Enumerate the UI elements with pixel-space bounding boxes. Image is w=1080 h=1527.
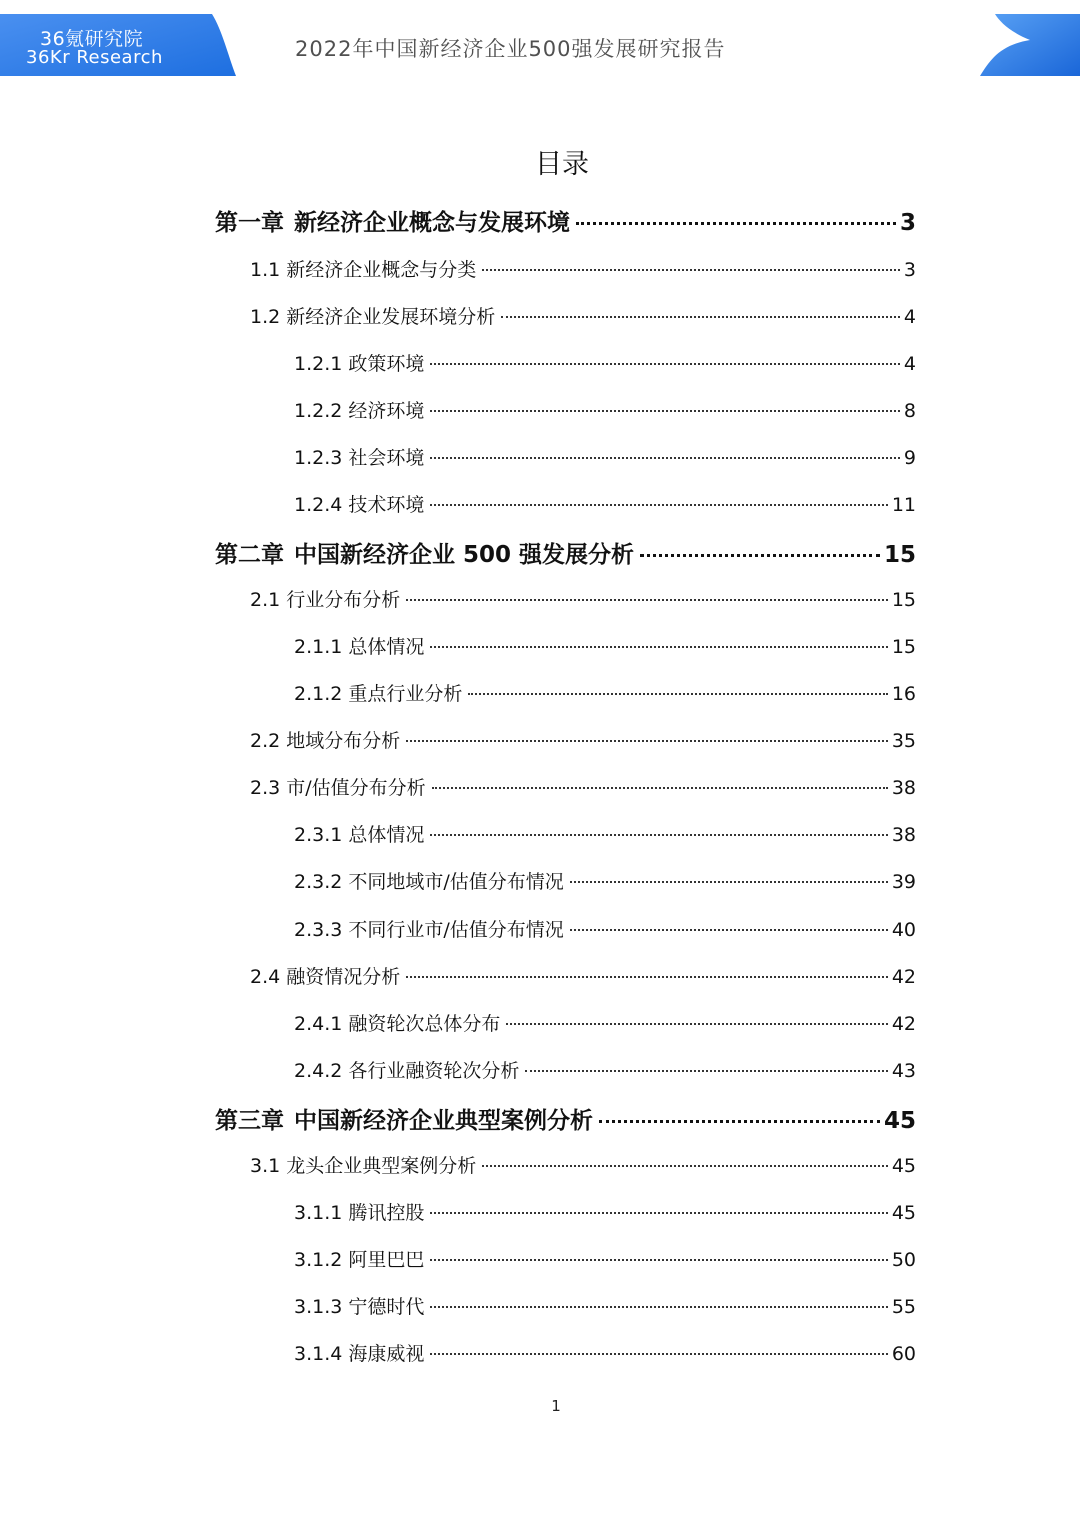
toc-section-entry[interactable] bbox=[294, 443, 916, 470]
toc-section-entry[interactable] bbox=[294, 1292, 916, 1319]
toc-section-entry[interactable] bbox=[294, 1339, 916, 1366]
toc-dot-leader bbox=[570, 881, 888, 883]
toc-dot-leader bbox=[525, 1070, 887, 1072]
toc-entry-title: 行业分布分析 bbox=[286, 589, 401, 611]
toc-section-entry[interactable] bbox=[294, 1245, 916, 1272]
toc-entry-number: 2.2 bbox=[250, 730, 281, 752]
toc-dot-leader bbox=[570, 929, 888, 931]
toc-dot-leader bbox=[406, 976, 888, 978]
toc-entry-page: 50 bbox=[891, 1249, 916, 1271]
toc-entry-page: 11 bbox=[891, 494, 916, 516]
toc-entry-number: 2.4.2 bbox=[294, 1060, 343, 1082]
toc-section-entry[interactable] bbox=[294, 915, 916, 942]
toc-heading: 目录 bbox=[535, 149, 589, 180]
toc-dot-leader bbox=[430, 646, 887, 648]
toc-entry-number: 2.4.1 bbox=[294, 1013, 343, 1035]
toc-entry-title: 融资轮次总体分布 bbox=[348, 1013, 501, 1035]
toc-dot-leader bbox=[506, 1023, 887, 1025]
toc-entry-number: 2.1 bbox=[250, 589, 281, 611]
toc-entry-page: 4 bbox=[903, 353, 916, 375]
toc-entry-title: 龙头企业典型案例分析 bbox=[286, 1155, 477, 1177]
toc-dot-leader bbox=[430, 457, 900, 459]
toc-entry-title: 新经济企业概念与分类 bbox=[286, 259, 477, 281]
toc-entry-number: 2.1.1 bbox=[294, 636, 343, 658]
toc-dot-leader bbox=[599, 1120, 880, 1123]
toc-entry-number: 1.2 bbox=[250, 306, 281, 328]
toc-entry-title: 不同行业市/估值分布情况 bbox=[348, 919, 564, 941]
page-number: 1 bbox=[551, 1397, 561, 1415]
toc-section-entry[interactable] bbox=[250, 962, 916, 989]
toc-section-entry[interactable] bbox=[250, 773, 916, 800]
toc-entry-page: 38 bbox=[891, 777, 916, 799]
toc-entry-page: 38 bbox=[891, 824, 916, 846]
toc-entry-number: 3.1 bbox=[250, 1155, 281, 1177]
toc-entry-title: 不同地域市/估值分布情况 bbox=[348, 871, 564, 893]
toc-dot-leader bbox=[406, 599, 888, 601]
toc-entry-page: 45 bbox=[891, 1155, 916, 1177]
toc-entry-title: 市/估值分布分析 bbox=[286, 777, 426, 799]
toc-entry-title: 总体情况 bbox=[348, 824, 425, 846]
toc-entry-number: 3.1.1 bbox=[294, 1202, 343, 1224]
toc-entry-number: 2.3 bbox=[250, 777, 281, 799]
toc-entry-title: 政策环境 bbox=[348, 353, 425, 375]
toc-entry-page: 9 bbox=[903, 447, 916, 469]
toc-dot-leader bbox=[430, 1306, 887, 1308]
toc-dot-leader bbox=[430, 834, 887, 836]
toc-entry-title: 重点行业分析 bbox=[348, 683, 463, 705]
toc-entry-number: 1.2.2 bbox=[294, 400, 343, 422]
toc-section-entry[interactable] bbox=[294, 632, 916, 659]
corner-accent-shape bbox=[980, 14, 1080, 76]
toc-entry-number: 第三章 bbox=[215, 1108, 284, 1134]
toc-dot-leader bbox=[430, 1353, 887, 1355]
toc-entry-title: 中国新经济企业典型案例分析 bbox=[294, 1108, 593, 1134]
toc-dot-leader bbox=[430, 504, 887, 506]
toc-entry-page: 45 bbox=[891, 1202, 916, 1224]
toc-entry-title: 海康威视 bbox=[348, 1343, 425, 1365]
toc-entry-number: 第一章 bbox=[215, 210, 284, 236]
toc-section-entry[interactable] bbox=[294, 1009, 916, 1036]
toc-entry-title: 中国新经济企业 500 强发展分析 bbox=[294, 542, 635, 568]
toc-section-entry[interactable] bbox=[294, 1198, 916, 1225]
toc-entry-page: 8 bbox=[903, 400, 916, 422]
toc-dot-leader bbox=[640, 554, 880, 557]
toc-chapter-entry[interactable] bbox=[215, 204, 916, 237]
toc-entry-number: 2.3.1 bbox=[294, 824, 343, 846]
toc-entry-title: 经济环境 bbox=[348, 400, 425, 422]
toc-entry-title: 各行业融资轮次分析 bbox=[348, 1060, 520, 1082]
toc-entry-page: 35 bbox=[891, 730, 916, 752]
toc-dot-leader bbox=[468, 693, 887, 695]
toc-dot-leader bbox=[482, 269, 900, 271]
toc-entry-title: 阿里巴巴 bbox=[348, 1249, 425, 1271]
toc-entry-number: 2.4 bbox=[250, 966, 281, 988]
toc-entry-title: 总体情况 bbox=[348, 636, 425, 658]
toc-entry-number: 3.1.3 bbox=[294, 1296, 343, 1318]
toc-section-entry[interactable] bbox=[294, 490, 916, 517]
toc-entry-page: 15 bbox=[891, 636, 916, 658]
toc-entry-title: 新经济企业发展环境分析 bbox=[286, 306, 496, 328]
toc-entry-page: 40 bbox=[891, 919, 916, 941]
page-header bbox=[0, 0, 1080, 110]
toc-dot-leader bbox=[432, 787, 888, 789]
toc-section-entry[interactable] bbox=[250, 255, 916, 282]
toc-entry-number: 2.3.2 bbox=[294, 871, 343, 893]
toc-entry-page: 60 bbox=[891, 1343, 916, 1365]
toc-entry-number: 1.2.1 bbox=[294, 353, 343, 375]
toc-entry-page: 42 bbox=[891, 966, 916, 988]
toc-dot-leader bbox=[482, 1165, 888, 1167]
toc-section-entry[interactable] bbox=[294, 820, 916, 847]
toc-entry-number: 1.2.4 bbox=[294, 494, 343, 516]
toc-dot-leader bbox=[430, 1212, 887, 1214]
toc-entry-page: 55 bbox=[891, 1296, 916, 1318]
toc-section-entry[interactable] bbox=[250, 585, 916, 612]
toc-section-entry[interactable] bbox=[250, 726, 916, 753]
toc-entry-number: 2.3.3 bbox=[294, 919, 343, 941]
toc-entry-page: 15 bbox=[883, 542, 916, 568]
toc-entry-number: 2.1.2 bbox=[294, 683, 343, 705]
logo-chinese-name: 36氪研究院 bbox=[40, 28, 144, 50]
toc-section-entry[interactable] bbox=[294, 867, 916, 894]
toc-entry-page: 45 bbox=[883, 1108, 916, 1134]
toc-entry-page: 43 bbox=[891, 1060, 916, 1082]
toc-chapter-entry[interactable] bbox=[215, 1102, 916, 1135]
toc-entry-title: 地域分布分析 bbox=[286, 730, 401, 752]
toc-entry-title: 宁德时代 bbox=[348, 1296, 425, 1318]
toc-dot-leader bbox=[501, 316, 900, 318]
toc-entry-page: 16 bbox=[891, 683, 916, 705]
toc-section-entry[interactable] bbox=[294, 349, 916, 376]
report-title: 2022年中国新经济企业500强发展研究报告 bbox=[295, 37, 726, 61]
toc-dot-leader bbox=[430, 363, 900, 365]
toc-entry-page: 4 bbox=[903, 306, 916, 328]
toc-entry-number: 3.1.4 bbox=[294, 1343, 343, 1365]
toc-entry-title: 社会环境 bbox=[348, 447, 425, 469]
toc-section-entry[interactable] bbox=[294, 1056, 916, 1083]
toc-section-entry[interactable] bbox=[250, 1151, 916, 1178]
toc-entry-page: 3 bbox=[903, 259, 916, 281]
toc-dot-leader bbox=[576, 222, 896, 225]
toc-entry-number: 3.1.2 bbox=[294, 1249, 343, 1271]
toc-entry-page: 3 bbox=[899, 210, 916, 236]
toc-entry-number: 1.2.3 bbox=[294, 447, 343, 469]
toc-dot-leader bbox=[430, 1259, 887, 1261]
toc-entry-page: 42 bbox=[891, 1013, 916, 1035]
toc-section-entry[interactable] bbox=[250, 302, 916, 329]
toc-entry-title: 融资情况分析 bbox=[286, 966, 401, 988]
toc-entry-number: 第二章 bbox=[215, 542, 284, 568]
toc-section-entry[interactable] bbox=[294, 396, 916, 423]
toc-entry-page: 39 bbox=[891, 871, 916, 893]
toc-entry-title: 技术环境 bbox=[348, 494, 425, 516]
toc-entry-page: 15 bbox=[891, 589, 916, 611]
toc-chapter-entry[interactable] bbox=[215, 536, 916, 569]
toc-entry-title: 新经济企业概念与发展环境 bbox=[294, 210, 570, 236]
toc-dot-leader bbox=[430, 410, 900, 412]
toc-entry-title: 腾讯控股 bbox=[348, 1202, 425, 1224]
logo-english-name: 36Kr Research bbox=[26, 47, 163, 68]
toc-dot-leader bbox=[406, 740, 888, 742]
toc-section-entry[interactable] bbox=[294, 679, 916, 706]
toc-entry-number: 1.1 bbox=[250, 259, 281, 281]
